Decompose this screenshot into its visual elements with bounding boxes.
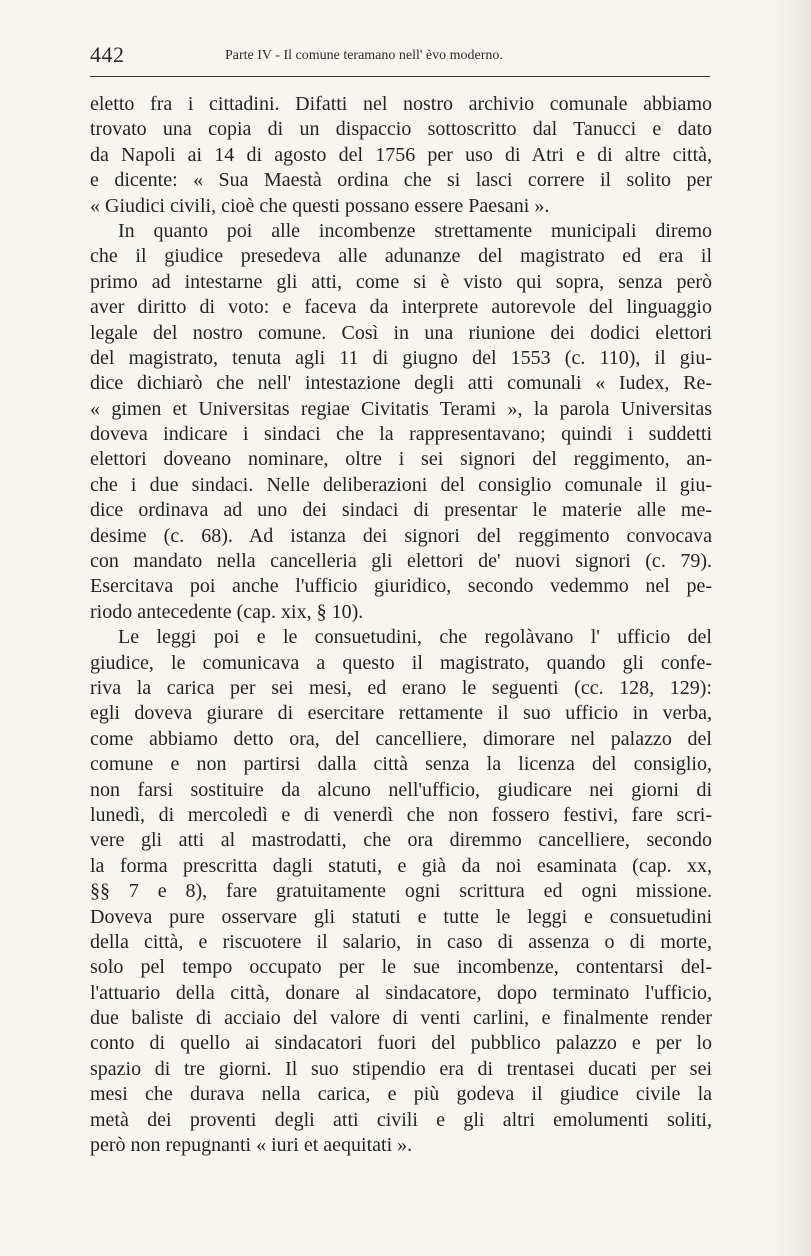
text-line: spazio di tre giorni. Il suo stipendio era di trentasei ducati per sei bbox=[90, 1057, 712, 1080]
text-line: dice ordinava ad uno dei sindaci di presentar le materie alle me- bbox=[90, 499, 712, 522]
text-line: primo ad intestarne gli atti, come si è visto qui sopra, senza però bbox=[90, 270, 712, 293]
text-line: elettori doveano nominare, oltre i sei signori del reggimento, an- bbox=[90, 448, 712, 471]
text-line: trovato una copia di un dispaccio sottoscritto dal Tanucci e dato bbox=[90, 118, 712, 141]
text-line: con mandato nella cancelleria gli elettori de' nuovi signori (c. 79). bbox=[90, 550, 712, 573]
text-line: che il giudice presedeva alle adunanze del magistrato ed era il bbox=[90, 245, 712, 268]
text-line: solo pel tempo occupato per le sue incombenze, contentarsi del- bbox=[90, 956, 712, 979]
text-line: doveva indicare i sindaci che la rappresentavano; quindi i suddetti bbox=[90, 423, 712, 446]
text-line: Doveva pure osservare gli statuti e tutte le leggi e consuetudini bbox=[90, 905, 712, 928]
text-line: aver diritto di voto: e faceva da interprete autorevole del linguaggio bbox=[90, 296, 712, 319]
text-line: come abbiamo detto ora, del cancelliere, dimorare nel palazzo del bbox=[90, 727, 712, 750]
text-line: mesi che durava nella carica, e più godeva il giudice civile la bbox=[90, 1083, 712, 1106]
text-line: riva la carica per sei mesi, ed erano le seguenti (cc. 128, 129): bbox=[90, 676, 712, 699]
text-line: lunedì, di mercoledì e di venerdì che non fossero festivi, fare scri- bbox=[90, 803, 712, 826]
text-line: da Napoli ai 14 di agosto del 1756 per uso di Atri e di altre città, bbox=[90, 143, 712, 166]
text-line: giudice, le comunicava a questo il magistrato, quando gli confe- bbox=[90, 651, 712, 674]
text-line: « Giudici civili, cioè che questi possano essere Paesani ». bbox=[90, 194, 550, 217]
text-line: della città, e riscuotere il salario, in caso di assenza o di morte, bbox=[90, 930, 712, 953]
body-text bbox=[90, 92, 712, 1158]
text-line: riodo antecedente (cap. xix, § 10). bbox=[90, 600, 364, 623]
text-line: due baliste di acciaio del valore di venti carlini, e finalmente render bbox=[90, 1007, 712, 1030]
text-line: egli doveva giurare di esercitare rettamente il suo ufficio in verba, bbox=[90, 702, 712, 725]
text-line: Esercitava poi anche l'ufficio giuridico, secondo vedemmo nel pe- bbox=[90, 575, 712, 598]
text-line: e dicente: « Sua Maestà ordina che si lasci correre il solito per bbox=[90, 169, 712, 192]
text-line: « gimen et Universitas regiae Civitatis Terami », la parola Universitas bbox=[90, 397, 712, 420]
text-line: Le leggi poi e le consuetudini, che regolàvano l' ufficio del bbox=[118, 626, 712, 649]
text-line: però non repugnanti « iuri et aequitati ». bbox=[90, 1134, 413, 1157]
text-line: che i due sindaci. Nelle deliberazioni del consiglio comunale il giu- bbox=[90, 473, 712, 496]
text-line: legale del nostro comune. Così in una riunione dei dodici elettori bbox=[90, 321, 712, 344]
text-line: desime (c. 68). Ad istanza dei signori del reggimento convocava bbox=[90, 524, 712, 547]
text-line: non farsi sostituire da alcuno nell'ufficio, giudicare nei giorni di bbox=[90, 778, 712, 801]
text-line: l'attuario della città, donare al sindacatore, dopo terminato l'ufficio, bbox=[90, 981, 712, 1004]
text-line: vere gli atti al mastrodatti, che ora diremmo cancelliere, secondo bbox=[90, 829, 712, 852]
page-header bbox=[90, 42, 710, 77]
page-number: 442 bbox=[90, 42, 125, 67]
text-line: conto di quello ai sindacatori fuori del pubblico palazzo e per lo bbox=[90, 1032, 712, 1055]
text-line: comune e non partirsi dalla città senza la licenza del consiglio, bbox=[90, 753, 712, 776]
page-edge-shadow bbox=[771, 0, 811, 1256]
text-line: In quanto poi alle incombenze strettamente municipali diremo bbox=[118, 219, 712, 242]
text-line: del magistrato, tenuta agli 11 di giugno del 1553 (c. 110), il giu- bbox=[90, 346, 712, 369]
text-line: dice dichiarò che nell' intestazione degli atti comunali « Iudex, Re- bbox=[90, 372, 712, 395]
text-line: §§ 7 e 8), fare gratuitamente ogni scrittura ed ogni missione. bbox=[90, 880, 712, 903]
text-line: eletto fra i cittadini. Difatti nel nostro archivio comunale abbiamo bbox=[90, 93, 712, 115]
running-title: Parte IV - Il comune teramano nell' èvo moderno. bbox=[225, 48, 503, 63]
text-line: metà dei proventi degli atti civili e gli altri emolumenti soliti, bbox=[90, 1108, 712, 1131]
text-line: la forma prescritta dagli statuti, e già da noi esaminata (cap. xx, bbox=[90, 854, 712, 877]
